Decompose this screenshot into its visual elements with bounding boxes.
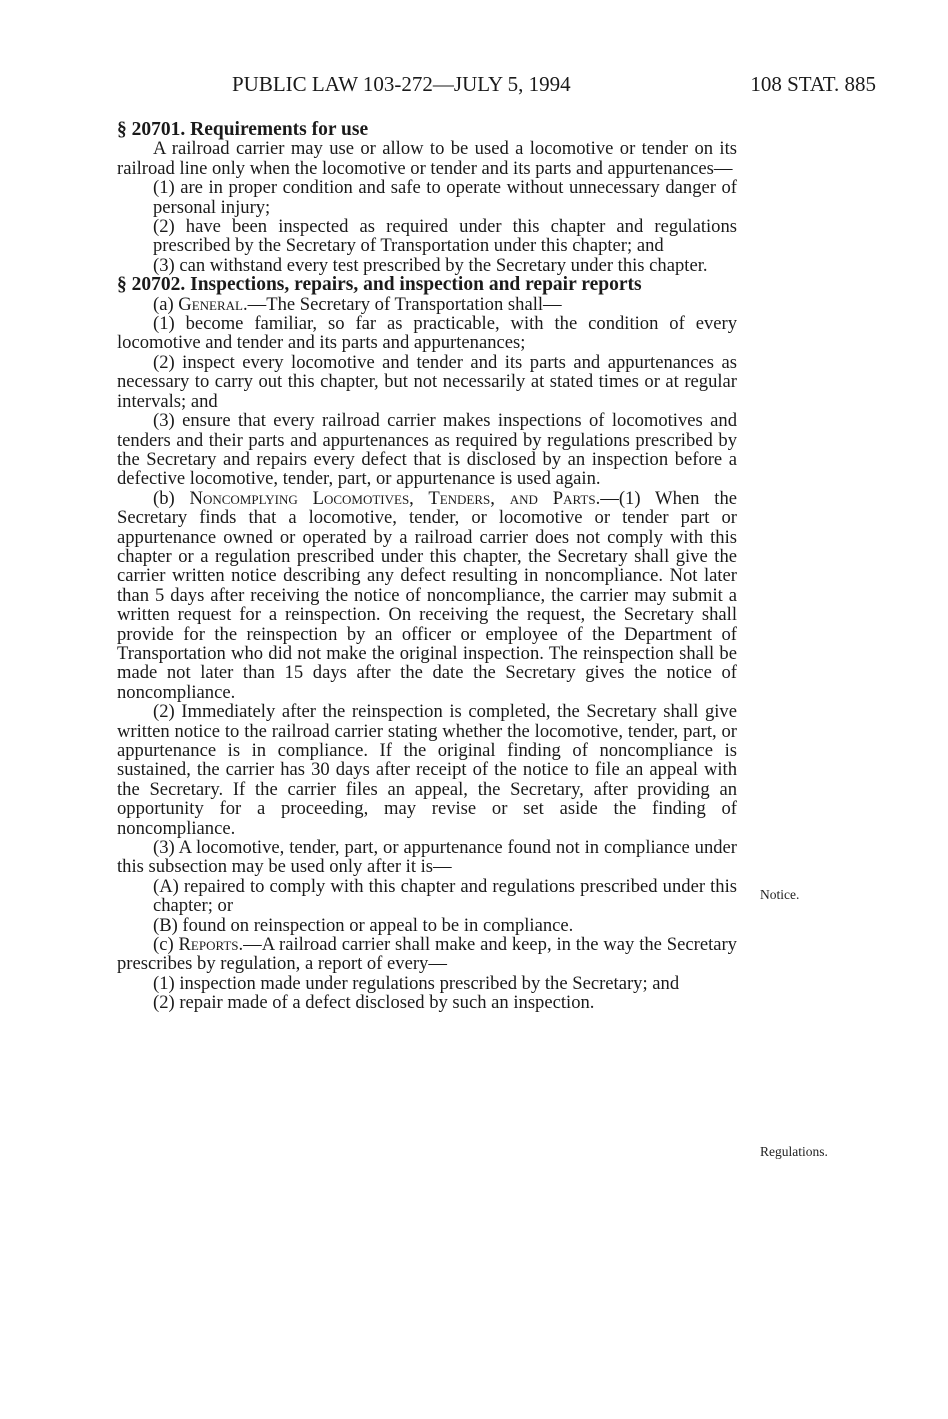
subsection-b-para-3: (3) A locomotive, tender, part, or appurtenance found not in compliance under this subsection may be used only after it is— [117, 837, 737, 878]
subsection-c-text: —A railroad carrier shall make and keep, in the way the Secretary prescribes by regulation, a report of every— [117, 934, 737, 975]
section-20701-heading: § 20701. Requirements for use [117, 119, 369, 140]
margin-note-notice: Notice. [760, 887, 800, 902]
section-20701-para-3: (3) can withstand every test prescribed by the Secretary under this chapter. [153, 254, 708, 276]
subsection-b-para-1-text: —(1) When the Secretary finds that a locomotive, tender, or locomotive or tender part or appurtenance owned or operated by a railroad carrier does not comply with this chapter or a regulation prescribed under this chapter, the Secretary shall give the carrier written notice describing any defect resulting in noncompliance. Not later than 5 days after receiving the notice of noncompliance, the carrier may submit a written request for a reinspection. On receiving the request, the Secretary shall provide for the reinspection by an officer or employee of the Department of Transportation who did not make the original inspection. The reinspection shall be made not later than 15 days after the date the Secretary gives the notice of noncompliance. [117, 487, 737, 703]
subsection-c [117, 935, 737, 974]
subsection-a-caption: General. [178, 293, 248, 315]
subsection-b-para-3-B: (B) found on reinspection or appeal to be in compliance. [153, 914, 574, 936]
subsection-a-para-3: (3) ensure that every railroad carrier makes inspections of locomotives and tenders and their parts and appurtenances as required by regulations prescribed by the Secretary and repairs every defect that is disclosed by an inspection before a defective locomotive, tender, part, or appurtenance is used again. [117, 410, 737, 490]
subsection-a-para-2: (2) inspect every locomotive and tender and its parts and appurtenances as necessary to carry out this chapter, but not necessarily at stated times or at regular intervals; and [117, 351, 737, 412]
section-20701-intro: A railroad carrier may use or allow to be used a locomotive or tender on its railroad line only when the locomotive or tender and its parts and appurtenances— [117, 138, 737, 179]
main-text [117, 120, 737, 1013]
header-title: PUBLIC LAW 103-272—JULY 5, 1994 [232, 72, 571, 96]
subsection-a-text: —The Secretary of Transportation shall— [247, 293, 562, 315]
subsection-b-lead: (b) [153, 487, 190, 509]
subsection-a-lead: (a) [153, 293, 179, 315]
subsection-c-para-2: (2) repair made of a defect disclosed by such an inspection. [153, 992, 595, 1014]
subsection-a-para-1: (1) become familiar, so far as practicable, with the condition of every locomotive and tender and its parts and appurtenances; [117, 313, 737, 354]
subsection-b-para-2: (2) Immediately after the reinspection is completed, the Secretary shall give written notice to the railroad carrier stating whether the locomotive, tender, part, or appurtenance is in compliance. If the original finding of noncompliance is sustained, the carrier has 30 days after receipt of the notice to file an appeal with the Secretary. If the carrier files an appeal, the Secretary, after providing an opportunity for a proceeding, may revise or set aside the finding of noncompliance. [117, 701, 737, 839]
section-20701-para-1: (1) are in proper condition and safe to operate without unnecessary danger of personal injury; [153, 177, 737, 218]
running-header [0, 72, 948, 102]
subsection-a [117, 295, 737, 314]
subsection-c-caption: Reports. [178, 934, 244, 956]
subsection-b-caption: Noncomplying Locomotives, Tenders, and Parts. [189, 487, 601, 509]
subsection-b-para-3-A: (A) repaired to comply with this chapter and regulations prescribed under this chapter; or [153, 875, 737, 917]
subsection-c-para-1: (1) inspection made under regulations prescribed by the Secretary; and [153, 972, 680, 994]
section-20701-para-2: (2) have been inspected as required under this chapter and regulations prescribed by the Secretary of Transportation under this chapter; and [153, 216, 737, 257]
section-20702-heading: § 20702. Inspections, repairs, and inspection and repair reports [117, 274, 642, 296]
subsection-b-para-1 [117, 489, 737, 702]
subsection-c-lead: (c) [153, 934, 179, 956]
margin-note-regulations: Regulations. [760, 1144, 828, 1159]
header-stat-page: 108 STAT. 885 [750, 72, 876, 96]
